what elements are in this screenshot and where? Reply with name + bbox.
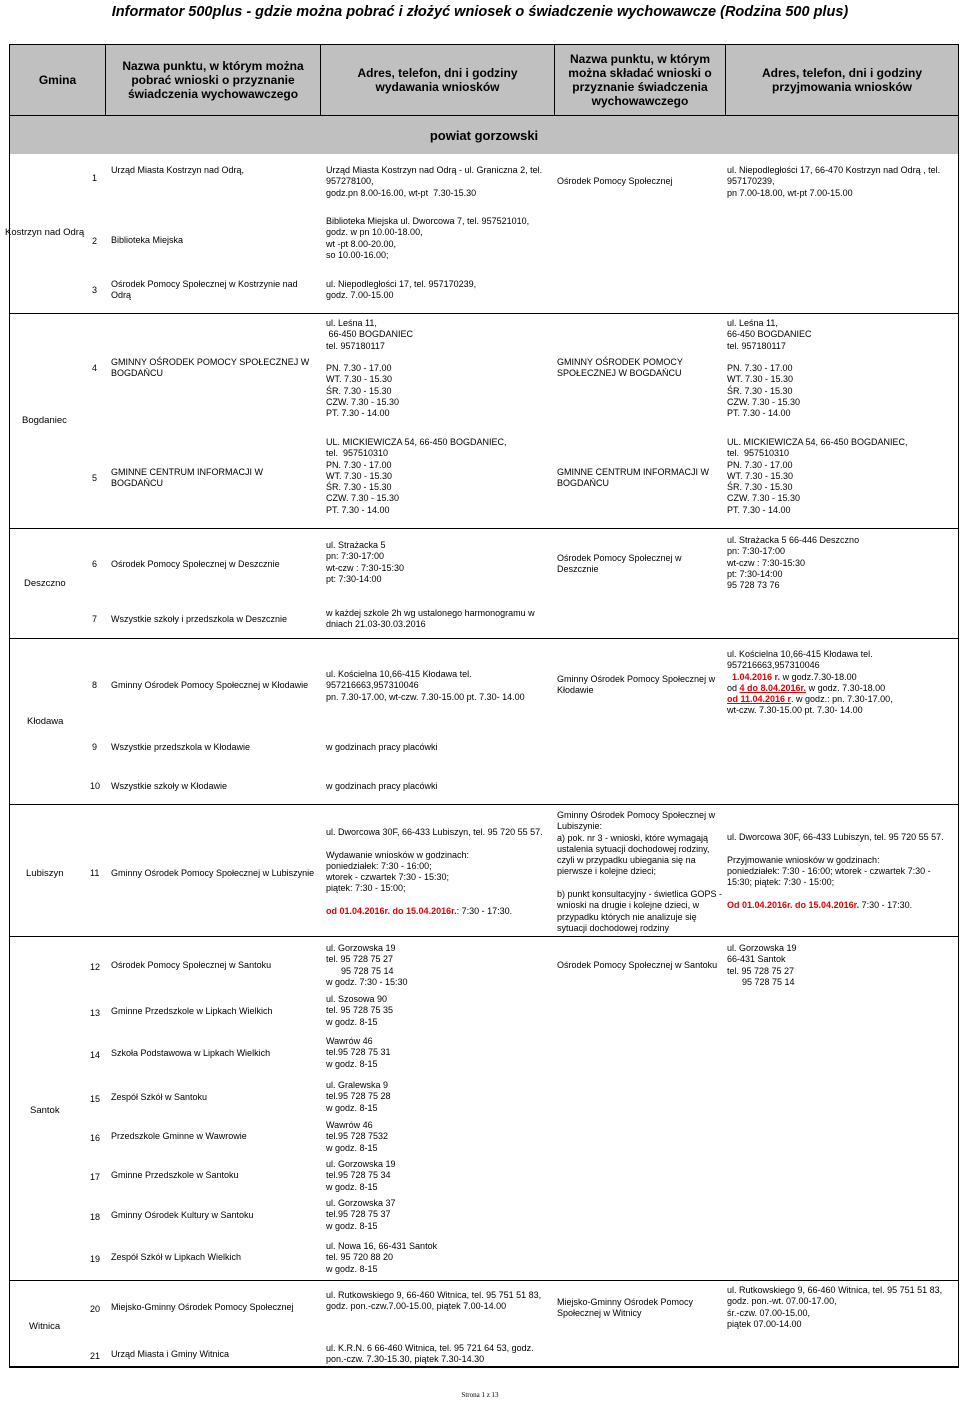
punkt-pobrania: Szkoła Podstawowa w Lipkach Wielkich (111, 1048, 271, 1058)
row-number: 13 (90, 1008, 101, 1018)
header-punkt-pobrania: Nazwa punktu, w którym można pobrać wnioski o przyznanie świadczenia wychowawczego (122, 59, 304, 101)
row-number: 12 (90, 962, 101, 972)
adres-wydawania: ul. Szosowa 90 tel. 95 728 75 35 w godz. 8-15 (326, 994, 394, 1027)
adres-wydawania: ul. Strażacka 5 pn: 7:30-17:00 wt-czw : 7:30-15:30 pt: 7:30-14:00 (326, 540, 405, 584)
punkt-skladania: Ośrodek Pomocy Społecznej w Deszcznie (557, 553, 682, 575)
gmina-lubiszyn: Lubiszyn (26, 868, 64, 879)
punkt-skladania: GMINNY OŚRODEK POMOCY SPOŁECZNEJ W BOGDAŃCU (557, 357, 683, 379)
adres-wydawania: ul. Rutkowskiego 9, 66-460 Witnica, tel. 95 751 51 83, godz. pon.-czw.7.00-15.00, piątek 7.00-14.00 (326, 1290, 542, 1312)
adres-przyjmowania: ul. Niepodległości 17, 66-470 Kostrzyn nad Odrą , tel. 957170239, pn 7.00-18.00, wt-pt 7.00-15.00 (727, 165, 941, 198)
punkt-pobrania: Miejsko-Gminny Ośrodek Pomocy Społecznej (111, 1302, 294, 1312)
adres-przyjmowania: ul. Leśna 11, 66-450 BOGDANIEC tel. 957180117 PN. 7.30 - 17.00 WT. 7.30 - 15.30 ŚR. 7.30 - 15.30 CZW. 7.30 - 15.30 PT. 7.30 - 14.00 (727, 318, 812, 419)
header-adres-przyjmowania: Adres, telefon, dni i godziny przyjmowania wniosków (761, 66, 922, 94)
header-punkt-skladania: Nazwa punktu, w którym można składać wnioski o przyznanie świadczenia wychowawczego (568, 52, 712, 108)
adres-wydawania: UL. MICKIEWICZA 54, 66-450 BOGDANIEC, tel. 957510310 PN. 7.30 - 17.00 WT. 7.30 - 15.30 ŚR. 7.30 - 15.30 CZW. 7.30 - 15.30 PT. 7.30 - 14.00 (326, 437, 507, 515)
adres-wydawania: ul. Nowa 16, 66-431 Santok tel. 95 720 88 20 w godz. 8-15 (326, 1241, 438, 1274)
gmina-deszczno: Deszczno (24, 578, 66, 589)
row-number: 3 (92, 285, 98, 295)
header-adres-wydawania: Adres, telefon, dni i godziny wydawania wniosków (357, 66, 518, 94)
punkt-pobrania: Wszystkie szkoły w Kłodawie (111, 781, 228, 791)
adres-wydawania: w godzinach pracy placówki (326, 742, 438, 752)
punkt-skladania: Gminny Ośrodek Pomocy Społecznej w Lubiszynie: a) pok. nr 3 - wnioski, które wymagają ustalenia sytuacji dochodowej rodziny, czyli w przypadku ubiegania się na pierwsze i kolejne dzieci; b) punkt konsultacyjny - świetlica GOPS - wnioski na drugie i kolejne dzieci, w przypadku których nie analizuje się sytuacji dochodowej rodziny (557, 810, 723, 933)
adres-wydawania: ul. Gralewska 9 tel.95 728 75 28 w godz. 8-15 (326, 1080, 391, 1113)
page-footer: Strona 1 z 13 (461, 1391, 499, 1399)
row-number: 10 (90, 781, 101, 791)
punkt-skladania: Gminny Ośrodek Pomocy Społecznej w Kłodawie (557, 674, 716, 696)
row-number: 11 (90, 868, 100, 878)
punkt-pobrania: Gminny Ośrodek Pomocy Społecznej w Lubiszynie (111, 868, 315, 878)
adres-wydawania: ul. Gorzowska 19 tel.95 728 75 34 w godz. 8-15 (326, 1159, 396, 1192)
gmina-witnica: Witnica (29, 1321, 61, 1332)
adres-wydawania: ul. Leśna 11, 66-450 BOGDANIEC tel. 957180117 PN. 7.30 - 17.00 WT. 7.30 - 15.30 ŚR. 7.30 - 15.30 CZW. 7.30 - 15.30 PT. 7.30 - 14.00 (326, 318, 414, 419)
adres-wydawania: ul. Gorzowska 19 tel. 95 728 75 27 95 728 75 14 w godz. 7:30 - 15:30 (326, 943, 408, 987)
punkt-pobrania: Wszystkie szkoły i przedszkola w Deszcznie (111, 614, 288, 624)
adres-wydawania: ul. Dworcowa 30F, 66-433 Lubiszyn, tel. 95 720 55 57. Wydawanie wniosków w godzinach: poniedziałek: 7:30 - 16:00; wtorek - czwartek 7:30 - 15:30; piątek: 7:30 - 15:00; od 01.04.2016r. do 15.04.2016r.: 7:30 - 17:30. (326, 827, 543, 917)
row-number: 19 (90, 1254, 101, 1264)
adres-wydawania: ul. Kościelna 10,66-415 Kłodawa tel. 957216663,957310046 pn. 7.30-17.00, wt-czw. 7.30-15.00 pt. 7.30- 14.00 (326, 669, 525, 702)
punkt-skladania: Ośrodek Pomocy Społecznej w Santoku (557, 960, 718, 970)
gmina-santok: Santok (30, 1105, 60, 1116)
adres-wydawania: Biblioteka Miejska ul. Dworcowa 7, tel. 957521010, godz. w pn 10.00-18.00, wt -pt 8.00-20.00, so 10.00-16.00; (326, 216, 530, 260)
gmina-kostrzyn: Kostrzyn nad Odrą (5, 227, 85, 238)
punkt-pobrania: Zespół Szkół w Santoku (111, 1092, 208, 1102)
punkt-pobrania: Gminne Przedszkole w Lipkach Wielkich (111, 1006, 273, 1016)
row-number: 4 (92, 363, 98, 373)
row-number: 8 (92, 680, 98, 690)
adres-wydawania: ul. Niepodległości 17, tel. 957170239, godz. 7.00-15.00 (326, 279, 477, 301)
row-number: 17 (90, 1172, 101, 1182)
row-number: 21 (90, 1351, 101, 1361)
adres-przyjmowania: ul. Rutkowskiego 9, 66-460 Witnica, tel. 95 751 51 83, godz. pon.-wt. 07.00-17.00, śr.-czw. 07.00-15.00, piątek 07.00-14.00 (727, 1285, 943, 1329)
punkt-skladania: Miejsko-Gminny Ośrodek Pomocy Społecznej w Witnicy (557, 1297, 694, 1319)
adres-wydawania: Wawrów 46 tel.95 728 75 31 w godz. 8-15 (326, 1036, 391, 1069)
punkt-skladania: Ośrodek Pomocy Społecznej (557, 176, 673, 186)
document-title: Informator 500plus - gdzie można pobrać i złożyć wniosek o świadczenie wychowawcze (Rodzina 500 plus) (111, 4, 849, 20)
punkt-pobrania: Biblioteka Miejska (111, 235, 184, 245)
table-header (10, 45, 958, 116)
punkt-pobrania: Urząd Miasta Kostrzyn nad Odrą, (111, 165, 245, 175)
punkt-pobrania: Ośrodek Pomocy Społecznej w Santoku (111, 960, 272, 970)
row-number: 9 (92, 742, 98, 752)
row-number: 20 (90, 1304, 101, 1314)
punkt-pobrania: Gminne Przedszkole w Santoku (111, 1170, 239, 1180)
row-number: 15 (90, 1094, 101, 1104)
punkt-pobrania: Przedszkole Gminne w Wawrowie (111, 1131, 247, 1141)
gmina-klodawa: Kłodawa (27, 716, 64, 727)
punkt-pobrania: Ośrodek Pomocy Społecznej w Deszcznie (111, 559, 280, 569)
row-number: 6 (92, 559, 98, 569)
row-number: 18 (90, 1212, 101, 1222)
row-number: 2 (92, 236, 98, 246)
adres-wydawania: ul. Gorzowska 37 tel.95 728 75 37 w godz. 8-15 (326, 1198, 396, 1231)
row-number: 16 (90, 1133, 101, 1143)
adres-wydawania: w godzinach pracy placówki (326, 781, 438, 791)
punkt-pobrania: Zespół Szkół w Lipkach Wielkich (111, 1252, 242, 1262)
punkt-pobrania: Urząd Miasta i Gminy Witnica (111, 1349, 230, 1359)
adres-przyjmowania: ul. Gorzowska 19 66-431 Santok tel. 95 728 75 27 95 728 75 14 (727, 943, 797, 987)
section-title: powiat gorzowski (10, 116, 958, 154)
punkt-pobrania: GMINNY OŚRODEK POMOCY SPOŁECZNEJ W BOGDAŃCU (111, 357, 310, 379)
adres-wydawania: Wawrów 46 tel.95 728 7532 w godz. 8-15 (326, 1120, 389, 1153)
row-number: 7 (92, 614, 98, 624)
punkt-pobrania: GMINNE CENTRUM INFORMACJI W BOGDAŃCU (111, 467, 263, 489)
adres-przyjmowania: ul. Strażacka 5 66-446 Deszczno pn: 7:30-17:00 wt-czw : 7:30-15:30 pt: 7:30-14:00 95 728 73 76 (727, 535, 860, 591)
punkt-pobrania: Gminny Ośrodek Kultury w Santoku (111, 1210, 254, 1220)
row-number: 14 (90, 1050, 101, 1060)
adres-przyjmowania: ul. Kościelna 10,66-415 Kłodawa tel. 957216663,957310046 1.04.2016 r. w godz.7.30-18.00 od 4 do 8.04.2016r. w godz. 7.30-18.00 od 11.04.2016 r. w godz.: pn. 7.30-17.00, wt-czw. 7.30-15.00 pt. 7.30- 14.00 (727, 649, 893, 716)
row-number: 5 (92, 473, 98, 483)
punkt-pobrania: Ośrodek Pomocy Społecznej w Kostrzynie nad Odrą (111, 279, 298, 301)
adres-przyjmowania: UL. MICKIEWICZA 54, 66-450 BOGDANIEC, tel. 957510310 PN. 7.30 - 17.00 WT. 7.30 - 15.30 ŚR. 7.30 - 15.30 CZW. 7.30 - 15.30 PT. 7.30 - 14.00 (727, 437, 908, 515)
punkt-pobrania: Gminny Ośrodek Pomocy Społecznej w Kłodawie (111, 680, 309, 690)
header-gmina: Gmina (38, 73, 77, 87)
row-number: 1 (92, 173, 98, 183)
adres-przyjmowania: ul. Dworcowa 30F, 66-433 Lubiszyn, tel. 95 720 55 57. Przyjmowanie wniosków w godzinach: poniedziałek: 7:30 - 16:00; wtorek - czwartek 7:30 - 15:30; piątek: 7:30 - 15:00; Od 01.04.2016r. do 15.04.2016r. 7:30 - 17:30. (727, 832, 944, 910)
adres-wydawania: w każdej szkole 2h wg ustalonego harmonogramu w dniach 21.03-30.03.2016 (326, 608, 535, 630)
adres-wydawania: ul. K.R.N. 6 66-460 Witnica, tel. 95 721 64 53, godz. pon.-czw. 7.30-15.30, piątek 7.30-14.30 (326, 1343, 534, 1365)
gmina-bogdaniec: Bogdaniec (22, 415, 67, 426)
adres-wydawania: Urząd Miasta Kostrzyn nad Odrą - ul. Graniczna 2, tel. 957278100, godz.pn 8.00-16.00, wt-pt 7.30-15.30 (326, 165, 543, 198)
punkt-skladania: GMINNE CENTRUM INFORMACJI W BOGDAŃCU (557, 467, 709, 489)
punkt-pobrania: Wszystkie przedszkola w Kłodawie (111, 742, 251, 752)
